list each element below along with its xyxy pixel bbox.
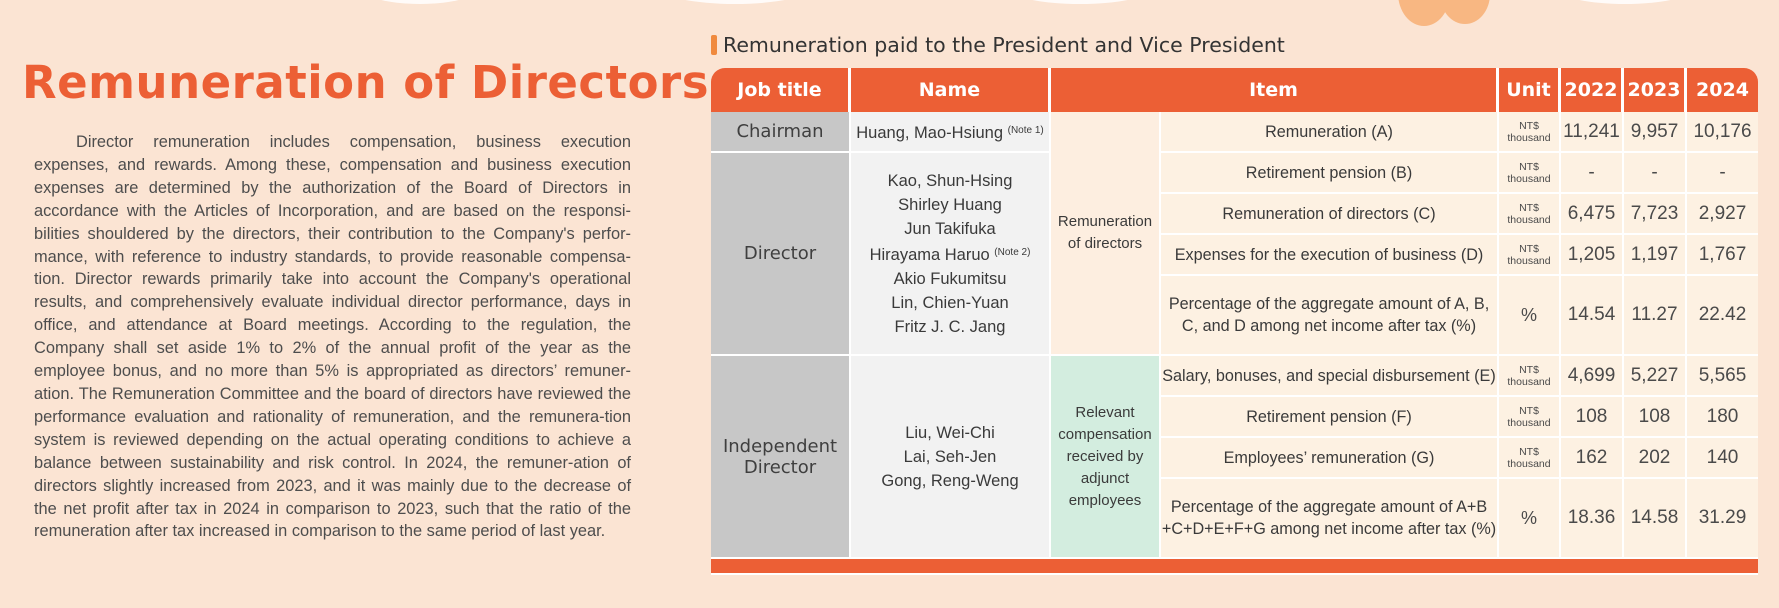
category-relevant-compensation: Relevant compensation received by adjunct employees — [1051, 356, 1161, 559]
decorative-blob-white-3 — [1010, 0, 1150, 4]
name-director-with-note — [851, 241, 1049, 267]
value-c-2023: 7,723 — [1624, 194, 1687, 235]
unit-d: NT$ thousand — [1499, 235, 1561, 276]
value-a-2022: 11,241 — [1561, 112, 1624, 153]
decorative-blob-orange-2 — [1440, 0, 1490, 24]
name-independent-director: Gong, Reng-Weng — [881, 471, 1019, 490]
header-unit: Unit — [1499, 68, 1561, 112]
name-independent-director: Liu, Wei-Chi — [905, 423, 995, 442]
table-row — [711, 153, 1758, 194]
item-c: Remuneration of directors (C) — [1161, 194, 1499, 235]
unit-a: NT$ thousand — [1499, 112, 1561, 153]
table-row — [711, 356, 1758, 397]
value-e-2022: 4,699 — [1561, 356, 1624, 397]
value-abcd-2023: 11.27 — [1624, 276, 1687, 356]
heading-marker-icon — [711, 35, 717, 55]
value-f-2023: 108 — [1624, 397, 1687, 438]
value-abcd-2024: 22.42 — [1687, 276, 1758, 356]
name-director: Shirley Huang — [898, 195, 1002, 214]
value-f-2024: 180 — [1687, 397, 1758, 438]
value-b-2024: - — [1687, 153, 1758, 194]
unit-f: NT$ thousand — [1499, 397, 1561, 438]
note-1: (Note 1) — [1007, 124, 1044, 136]
item-d: Expenses for the execution of business (D) — [1161, 235, 1499, 276]
table-footer-bar — [711, 559, 1758, 575]
value-e-2024: 5,565 — [1687, 356, 1758, 397]
value-g-2022: 162 — [1561, 438, 1624, 479]
unit-e: NT$ thousand — [1499, 356, 1561, 397]
header-item: Item — [1051, 68, 1499, 112]
decorative-blob-white-4 — [1560, 0, 1690, 4]
value-d-2024: 1,767 — [1687, 235, 1758, 276]
value-b-2023: - — [1624, 153, 1687, 194]
value-a-2023: 9,957 — [1624, 112, 1687, 153]
category-remuneration: Remuneration of directors — [1051, 112, 1161, 356]
unit-c: NT$ thousand — [1499, 194, 1561, 235]
value-abcd-2022: 14.54 — [1561, 276, 1624, 356]
names-directors-cell — [851, 153, 1051, 356]
job-director: Director — [711, 153, 851, 356]
unit-b: NT$ thousand — [1499, 153, 1561, 194]
header-2023: 2023 — [1624, 68, 1687, 112]
table-section-heading — [711, 32, 1285, 58]
unit-abcd-percentage: % — [1499, 276, 1561, 356]
item-abcd-percentage: Percentage of the aggregate amount of A, B, C, and D among net income after tax (%) — [1161, 276, 1499, 356]
name-director: Akio Fukumitsu — [893, 269, 1007, 288]
header-2022: 2022 — [1561, 68, 1624, 112]
value-abcdefg-2023: 14.58 — [1624, 479, 1687, 559]
header-name: Name — [851, 68, 1051, 112]
name-director: Hirayama Haruo — [869, 245, 990, 264]
name-director: Lin, Chien-Yuan — [891, 293, 1009, 312]
value-f-2022: 108 — [1561, 397, 1624, 438]
value-c-2022: 6,475 — [1561, 194, 1624, 235]
item-f: Retirement pension (F) — [1161, 397, 1499, 438]
value-g-2023: 202 — [1624, 438, 1687, 479]
value-a-2024: 10,176 — [1687, 112, 1758, 153]
item-abcdefg-percentage: Percentage of the aggregate amount of A+B +C+D+E+F+G among net income after tax (%) — [1161, 479, 1499, 559]
footer-accent-bar — [711, 559, 1758, 575]
job-chairman: Chairman — [711, 112, 851, 153]
body-paragraph: Director remuneration includes compensation, business execution expenses, and rewards. Among these, compensation and business execution expenses are determined by the authorization of the Board of Directors in accordance with the Articles of Incorporation, and are based on the responsi-bilities shouldered by the directors, their contribution to the Company's perfor-mance, with reference to industry standards, to provide reasonable compensa-tion. Director rewards primarily take into account the Company's operational results, and comprehensively evaluate individual director performance, days in office, and attendance at Board meetings. According to the regulation, the Company shall set aside 1% to 2% of the annual profit of the year as the employee bonus, and no more than 5% is appropriated as directors’ remuner-ation. The Remuneration Committee and the board of directors have reviewed the performance evaluation and rationality of remuneration, and the remunera-tion system is reviewed depending on the actual operating conditions to achieve a balance between sustainability and risk control. In 2024, the remuner-ation of directors slightly increased from 2023, and it was mainly due to the decrease of the net profit after tax in 2024 in comparison to 2023, such that the ratio of the remuneration after tax increased in comparison to the same period of last year. — [34, 133, 631, 541]
value-c-2024: 2,927 — [1687, 194, 1758, 235]
unit-abcdefg-percentage: % — [1499, 479, 1561, 559]
table-section-title: Remuneration paid to the President and Vice President — [723, 33, 1285, 57]
decorative-blob-white-2 — [660, 0, 810, 4]
unit-g: NT$ thousand — [1499, 438, 1561, 479]
value-d-2023: 1,197 — [1624, 235, 1687, 276]
name-director: Jun Takifuka — [904, 219, 996, 238]
name-director: Kao, Shun-Hsing — [887, 171, 1013, 190]
name-chairman: Huang, Mao-Hsiung — [856, 123, 1004, 142]
value-b-2022: - — [1561, 153, 1624, 194]
value-abcdefg-2022: 18.36 — [1561, 479, 1624, 559]
name-independent-director: Lai, Seh-Jen — [903, 447, 997, 466]
name-director: Fritz J. C. Jang — [894, 317, 1006, 336]
table-header-row — [711, 68, 1758, 112]
page-title: Remuneration of Directors — [22, 56, 709, 109]
value-abcdefg-2024: 31.29 — [1687, 479, 1758, 559]
header-job-title: Job title — [711, 68, 851, 112]
decorative-blob-white-1 — [360, 0, 480, 4]
note-2: (Note 2) — [994, 246, 1031, 258]
name-chairman-cell — [851, 112, 1051, 153]
remuneration-table — [711, 68, 1758, 575]
table-row — [711, 112, 1758, 153]
header-2024: 2024 — [1687, 68, 1758, 112]
value-g-2024: 140 — [1687, 438, 1758, 479]
value-d-2022: 1,205 — [1561, 235, 1624, 276]
item-g: Employees’ remuneration (G) — [1161, 438, 1499, 479]
job-independent-director: Independent Director — [711, 356, 851, 559]
item-b: Retirement pension (B) — [1161, 153, 1499, 194]
item-a: Remuneration (A) — [1161, 112, 1499, 153]
value-e-2023: 5,227 — [1624, 356, 1687, 397]
names-independent-cell — [851, 356, 1051, 559]
item-e: Salary, bonuses, and special disbursement (E) — [1161, 356, 1499, 397]
